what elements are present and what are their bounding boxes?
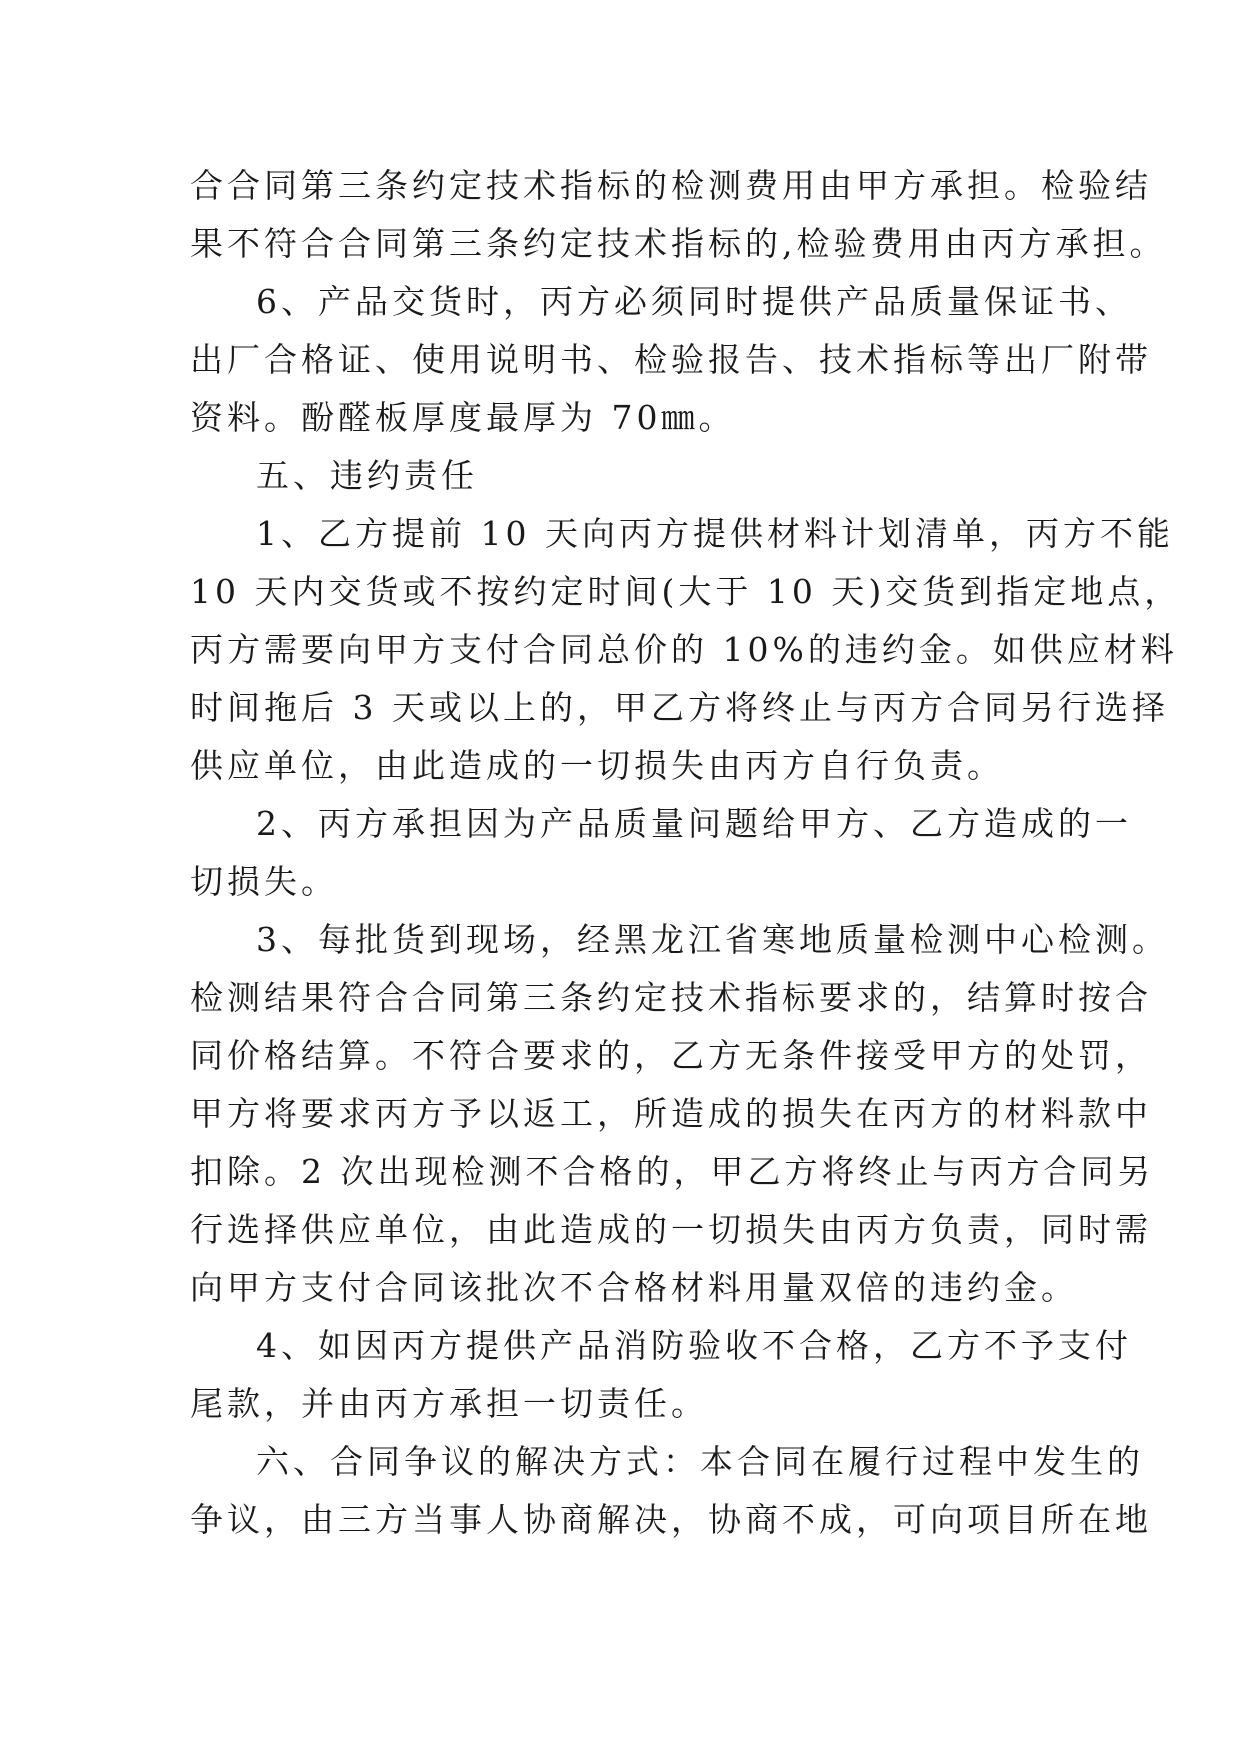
text-line: 2、丙方承担因为产品质量问题给甲方、乙方造成的一: [256, 804, 1132, 843]
text-line: 1、乙方提前 10 天向丙方提供材料计划清单，丙方不能: [256, 514, 1174, 553]
text-line: 果不符合合同第三条约定技术指标的,检验费用由丙方承担。: [190, 224, 1167, 263]
text-line: 资料。酚醛板厚度最厚为 70㎜。: [190, 398, 736, 437]
text-line: 合合同第三条约定技术指标的检测费用由甲方承担。检验结: [190, 166, 1152, 205]
text-line: 检测结果符合合同第三条约定技术指标要求的，结算时按合: [190, 978, 1152, 1017]
text-line: 4、如因丙方提供产品消防验收不合格，乙方不予支付: [256, 1326, 1132, 1365]
text-line: 尾款，并由丙方承担一切责任。: [190, 1384, 708, 1423]
text-line: 3、每批货到现场，经黑龙江省寒地质量检测中心检测。: [256, 920, 1169, 959]
text-line: 扣除。2 次出现检测不合格的，甲乙方将终止与丙方合同另: [190, 1152, 1155, 1191]
text-line: 6、产品交货时，丙方必须同时提供产品质量保证书、: [256, 282, 1132, 321]
text-line: 供应单位，由此造成的一切损失由丙方自行负责。: [190, 746, 1004, 785]
section-heading: 六、合同争议的解决方式：本合同在履行过程中发生的: [256, 1442, 1144, 1481]
text-line: 同价格结算。不符合要求的，乙方无条件接受甲方的处罚，: [190, 1036, 1152, 1075]
text-line: 时间拖后 3 天或以上的，甲乙方将终止与丙方合同另行选择: [190, 688, 1169, 727]
text-line: 行选择供应单位，由此造成的一切损失由丙方负责，同时需: [190, 1210, 1152, 1249]
section-heading: 五、违约责任: [256, 456, 478, 495]
text-line: 向甲方支付合同该批次不合格材料用量双倍的违约金。: [190, 1268, 1078, 1307]
text-line: 出厂合格证、使用说明书、检验报告、技术指标等出厂附带: [190, 340, 1152, 379]
text-line: 丙方需要向甲方支付合同总价的 10%的违约金。如供应材料: [190, 630, 1178, 669]
text-line: 切损失。: [190, 862, 338, 901]
text-line: 甲方将要求丙方予以返工，所造成的损失在丙方的材料款中: [190, 1094, 1152, 1133]
text-line: 争议，由三方当事人协商解决，协商不成，可向项目所在地: [190, 1500, 1152, 1539]
text-line: 10 天内交货或不按约定时间(大于 10 天)交货到指定地点，: [190, 572, 1182, 611]
